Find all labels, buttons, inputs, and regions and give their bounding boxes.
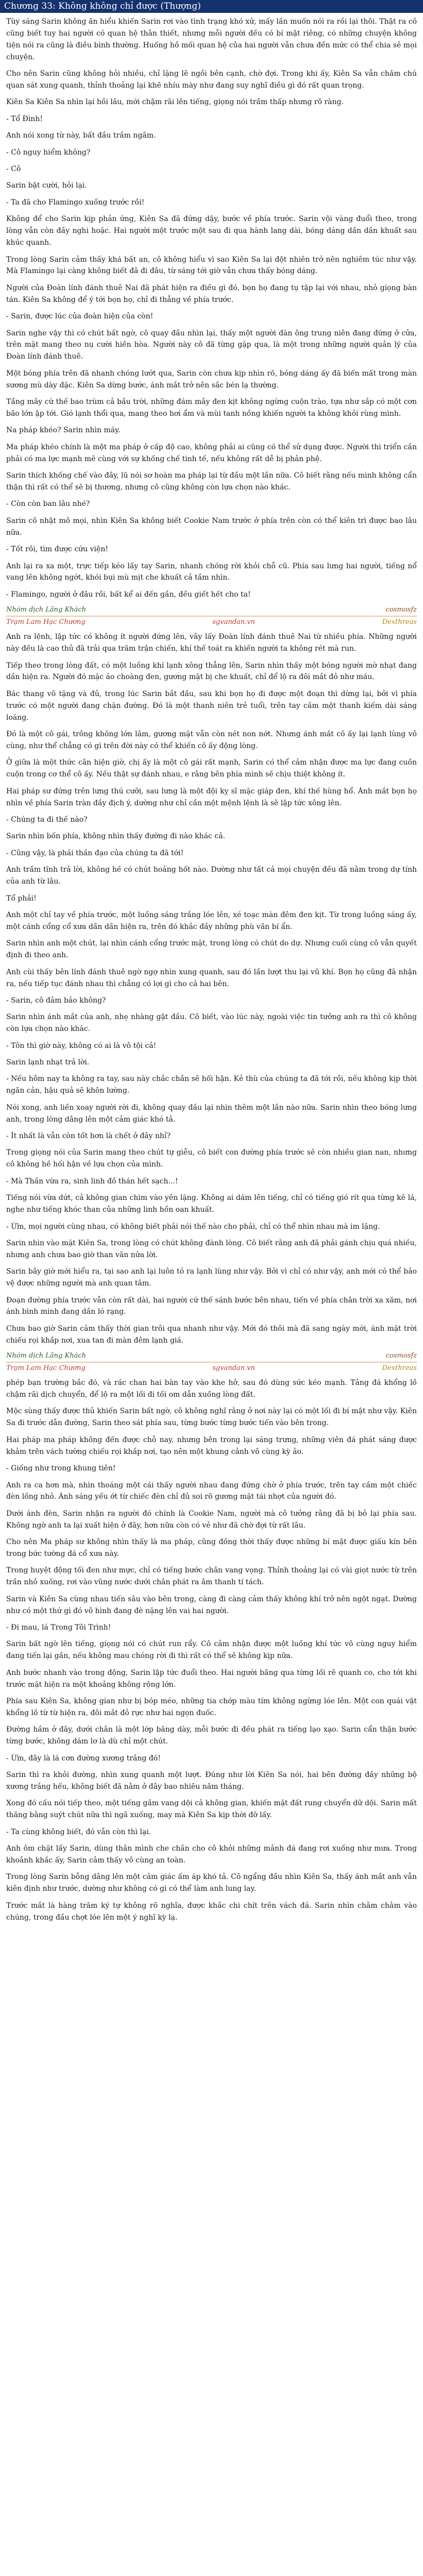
paragraph: Sarin và Kiên Sa cùng nhau tiến sâu vào bên trong, càng đi càng cảm thấy không khí trở nên ngột ngạt. Dường như có một thứ gì đó vô hình đang đè nặng lên vai hai người. <box>6 1595 417 1615</box>
paragraph: - Cô nguy hiểm không? <box>6 148 91 157</box>
paragraph: - Mà Thần vừa ra, sinh linh đồ thán hết sạch...! <box>6 1177 178 1185</box>
paragraph: - Ừm, đây là lá cơn đường xương trắng đó! <box>6 1754 161 1762</box>
paragraph: Anh ôm chặt lấy Sarin, dùng thân mình che chắn cho cô khỏi những mảnh đá đang rơi xuống như mưa. Trong khoảnh khắc ấy, Sarin cảm thấy vô cùng an toàn. <box>6 1844 417 1865</box>
paragraph: - Flamingo, người ở đâu rồi, bất kể ai đến gần, đều giết hết cho ta! <box>6 590 251 599</box>
paragraph: Sarin nghe vậy thì có chút bất ngờ, cô quay đầu nhìn lại, thấy một người đàn ông trung niên đang đứng ở cửa, trên mặt mang theo nụ cười hiền hòa. Người này cô đã từng gặp qua, là một trong những người quản lý của Đoàn lính đánh thuê. <box>6 329 417 361</box>
paragraph: Ma pháp khéo chính là một ma pháp ở cấp độ cao, không phải ai cũng có thể sử dụng được. Người thi triển cần phải có ma lực mạnh mẽ cùng với sự khống chế tinh tế, nếu không rất dễ bị phản phệ. <box>6 443 417 463</box>
paragraph: Sarin bây giờ mới hiểu ra, tại sao anh lại luôn tỏ ra lạnh lùng như vậy. Bởi vì chỉ có như vậy, anh mới có thể bảo vệ được những người mà anh quan tâm. <box>6 1267 417 1288</box>
section-1 <box>6 16 417 601</box>
paragraph: Sarin nhìn ánh mắt của anh, nhẹ nhàng gật đầu. Cô biết, vào lúc này, ngoài việc tin tưởng anh ra thì cô không còn lựa chọn nào khác. <box>6 1013 417 1033</box>
paragraph: Anh một chỉ tay về phía trước, một luồng sáng trắng lóe lên, xé toạc màn đêm đen kịt. Từ trong luồng sáng ấy, một cánh cổng cổ xưa dần dần hiện ra, trên đó khắc đầy những phù văn bí ẩn. <box>6 910 417 931</box>
paragraph: Đường hầm ở đây, dưới chân là một lớp băng dày, mỗi bước đi đều phát ra tiếng lạo xạo. Sarin cẩn thận bước từng bước, không dám lơ là dù chỉ một chút. <box>6 1725 417 1746</box>
credit-row-main <box>6 605 417 615</box>
credit-site-domain: sgvandan.vn <box>212 618 256 626</box>
paragraph: Người của Đoàn lính đánh thuê Nai đã phát hiện ra điều gì đó, bọn họ đang tụ tập lại với nhau, nhỏ giọng bàn tán. Kiên Sa không để ý tới bọn họ, chỉ đi thẳng về phía trước. <box>6 283 417 304</box>
paragraph: - Nếu hôm nay ta không ra tay, sau này chắc chắn sẽ hối hận. Kẻ thù của chúng ta đã tới rồi, nếu không kịp thời ngăn cản, hậu quả sẽ khôn lường. <box>6 1075 417 1095</box>
paragraph: Trong giọng nói của Sarin mang theo chút tự giễu, cô biết con đường phía trước sẽ còn nhiều gian nan, nhưng cô không hề hối hận về lựa chọn của mình. <box>6 1148 417 1169</box>
paragraph: - Ta đã cho Flamingo xuống trước rồi! <box>6 198 145 207</box>
paragraph: Tùy sáng Sarin không ăn hiểu khiến Sarin rơi vào tình trạng khó xử, mấy lần muốn nói ra rồi lại thôi. Thật ra cô cũng biết tuy hai người có quan hệ thân thiết, nhưng mỗi người đều có bí mật riêng, có những chuyện không tiện nói ra cũng là điều bình thường. Huống hồ mối quan hệ của hai người vẫn chưa đến mức có thể chia sẻ mọi chuyện. <box>6 18 417 61</box>
paragraph: Không để cho Sarin kịp phản ứng, Kiên Sa đã đứng dậy, bước về phía trước. Sarin vội vàng đuổi theo, trong lòng vẫn còn đầy nghi hoặc. Hai người một trước một sau đi qua hành lang dài, bóng dáng dần dần khuất sau khúc quanh. <box>6 215 417 247</box>
paragraph: Anh ra lệnh, lập tức có không ít người đứng lên, vây lấy Đoàn lính đánh thuê Nai từ nhiều phía. Những người này đều là cao thủ đã trải qua trăm trận chiến, khí thế toát ra khiến người ta không rét mà run. <box>6 633 417 653</box>
section-3 <box>6 1377 417 1923</box>
paragraph: Đoạn đường phía trước vẫn còn rất dài, hai người cứ thế sánh bước bên nhau, tiến về phía chân trời xa xăm, nơi ánh bình minh đang dần ló rạng. <box>6 1296 417 1316</box>
paragraph: Phía sau Kiên Sa, không gian như bị bóp méo, những tia chớp màu tím không ngừng lóe lên. Một con quái vật khổng lồ từ từ hiện ra, đôi mắt đỏ rực như hai ngọn đuốc. <box>6 1697 417 1717</box>
paragraph: Anh bước nhanh vào trong động, Sarin lập tức đuổi theo. Hai người băng qua từng lối rẽ quanh co, cho tới khi trước mặt hiện ra một khoảng không rộng lớn. <box>6 1668 417 1689</box>
paragraph: Sarin nhìn anh một chút, lại nhìn cánh cổng trước mặt, trong lòng có chút do dự. Nhưng cuối cùng cô vẫn quyết định đi theo anh. <box>6 939 417 960</box>
credit-row-main <box>6 1351 417 1361</box>
paragraph: Cho nên Sarin cũng không hỏi nhiều, chỉ lặng lẽ ngồi bên cạnh, chờ đợi. Trong khi ấy, Kiên Sa vẫn chăm chú quan sát xung quanh, thỉnh thoảng lại khẽ nhíu mày như đang suy nghĩ điều gì đó rất quan trọng. <box>6 70 417 90</box>
paragraph: Bác thang võ tặng và đủ, trong lúc Sarin bắt đầu, sau khi bọn họ đi được một đoạn thì dừng lại, bởi vì phía trước có một người đang chặn đường. Đó là một thanh niên trẻ tuổi, trên tay cầm một thanh kiếm dài sáng loáng. <box>6 689 417 722</box>
credit-source-site: cosmosfz <box>385 1352 417 1360</box>
paragraph: Dưới ánh đèn, Sarin nhận ra người đó chính là Cookie Nam, người mà cô tưởng rằng đã bị bỏ lại phía sau. Không ngờ anh ta lại xuất hiện ở đây, hơn nữa còn có vẻ như đã chờ đợi từ rất lâu. <box>6 1509 417 1530</box>
paragraph: Anh lại ra xa một, trực tiếp kéo lấy tay Sarin, nhanh chóng rời khỏi chỗ cũ. Phía sau lưng hai người, tiếng nổ vang lên không ngớt, khói bụi mù mịt che khuất cả tầm nhìn. <box>6 562 417 582</box>
credit-row-sub <box>6 618 417 627</box>
paragraph: - Sarin, cô đảm bảo không? <box>6 996 106 1005</box>
paragraph: Anh trầm tĩnh trả lời, không hề có chút hoảng hốt nào. Dường như tất cả mọi chuyện đều đã nằm trong dự tính của anh từ lâu. <box>6 866 417 886</box>
credit-tag: Dexthreas <box>382 618 417 626</box>
paragraph: Hai pháp sư đứng trên lưng thú cưỡi, sau lưng là một đội kỵ sĩ mặc giáp đen, khí thế hùng hổ. Ánh mắt bọn họ nhìn về phía Sarin tràn đầy địch ý, dường như chỉ cần một mệnh lệnh là sẽ lập tức xông lên. <box>6 787 417 807</box>
credit-source-site: cosmosfz <box>385 606 417 614</box>
paragraph: Trước mắt là hàng trăm ký tự không rõ nghĩa, được khắc chi chít trên vách đá. Sarin nhìn chằm chằm vào chúng, trong đầu chợt lóe lên một ý nghĩ kỳ lạ. <box>6 1901 417 1922</box>
paragraph: Trong lòng Sarin bỗng dâng lên một cảm giác ấm áp khó tả. Cô ngẩng đầu nhìn Kiên Sa, thấy ánh mắt anh vẫn kiên định như trước, dường như không có gì có thể làm anh lung lay. <box>6 1873 417 1893</box>
paragraph: Anh nói xong từ này, bất đầu trầm ngâm. <box>6 131 156 140</box>
paragraph: Tầng mây cứ thế bao trùm cả bầu trời, những đám mây đen kịt không ngừng cuộn trào, tựa như sắp có một cơn bão lớn ập tới. Gió lạnh thổi qua, mang theo hơi ẩm và mùi tanh nồng khiến người ta không khỏi rùng mình. <box>6 398 417 418</box>
paragraph: Sarin cô nhật mô mọi, nhìn Kiên Sa không biết Cookie Nam trước ở phía trên còn có thể kiên trì được bao lâu nữa. <box>6 516 417 537</box>
paragraph: - Ừm, mọi người cùng nhau, có không biết phải nói thế nào cho phải, chỉ có thể nhìn nhau mà im lặng. <box>6 1222 380 1231</box>
paragraph: Một bóng phía trên đã nhanh chóng lướt qua, Sarin còn chưa kịp nhìn rõ, bóng dáng ấy đã biến mất trong màn sương mù dày đặc. Kiên Sa dừng bước, ánh mắt trở nên sắc bén lạ thường. <box>6 369 417 389</box>
paragraph: Anh ra ca hơn mà, nhìn thoáng một cái thấy người nhau đang đứng chờ ở phía trước, trên tay cầm một chiếc đèn lồng nhỏ. Ánh sáng yếu ớt từ chiếc đèn chỉ đủ soi rõ gương mặt tái nhợt của người đó. <box>6 1481 417 1501</box>
credit-site-domain: sgvandan.vn <box>212 1364 256 1372</box>
credit-row-sub <box>6 1364 417 1373</box>
paragraph: Tiếp theo trong lòng đất, có một luồng khí lạnh xông thẳng lên, Sarin nhìn thấy một bóng người mờ nhạt đang dần hiện ra. Người đó mặc áo choàng đen, gương mặt bị che khuất, chỉ để lộ ra đôi mắt đỏ như máu. <box>6 661 417 682</box>
credit-tag: Dexthreas <box>382 1364 417 1372</box>
paragraph: - Giống như trong khung tiên! <box>6 1464 116 1473</box>
chapter-title: Chương 33: Không không chỉ được (Thượng) <box>4 1 201 11</box>
paragraph: Tổ phải! <box>6 894 37 903</box>
paragraph: - Tốt rồi, tìm được cứu viện! <box>6 545 108 554</box>
paragraph: Sarin lạnh nhạt trả lời. <box>6 1058 90 1067</box>
paragraph: Cho nên Ma pháp sư không nhìn thấy là ma pháp, cũng đồng thời thấy được những bí mật được giấu kín bên trong bức tường đá cổ xưa này. <box>6 1538 417 1558</box>
chapter-title-bar <box>0 0 423 13</box>
credit-site-label: Trạm Lam Hạc Chương <box>6 1364 86 1372</box>
paragraph: Sarin bật cười, hỏi lại. <box>6 181 87 190</box>
section-2 <box>6 631 417 1346</box>
paragraph: Nói xong, anh liền xoay người rời đi, không quay đầu lại nhìn thêm một lần nào nữa. Sarin nhìn theo bóng lưng anh, trong lòng dâng lên một cảm giác khó tả. <box>6 1103 417 1124</box>
paragraph: Trong lòng Sarin cảm thấy khá bất an, cô không hiểu vì sao Kiên Sa lại đột nhiên trở nên nghiêm túc như vậy. Mà Flamingo lại càng không biết đã đi đâu, từ sáng tới giờ vẫn chưa thấy bóng dáng. <box>6 255 417 276</box>
paragraph: - Sarin, được lúc của đoàn hiện của còn! <box>6 312 154 321</box>
paragraph: - Ít nhất là vẫn còn tốt hơn là chết ở đây nhỉ? <box>6 1132 171 1141</box>
paragraph: Mộc sùng thấy được thủ khiến Sarin bất ngờ, cô không nghĩ rằng ở nơi này lại có một lối đi bí mật như vậy. Kiên Sa đi trước dẫn đường, Sarin theo sát phía sau, từng bước từng bước tiến vào bên trong. <box>6 1407 417 1428</box>
paragraph: Kiên Sa Kiên Sa nhìn lại hồi lâu, mới chậm rãi lên tiếng, giọng nói trầm thấp nhưng rõ ràng. <box>6 98 344 107</box>
credit-divider <box>6 1362 417 1363</box>
translator-credit <box>6 1351 417 1373</box>
paragraph: Sarin nhìn bốn phía, không nhìn thấy đường đi nào khác cả. <box>6 832 225 841</box>
paragraph: - Chúng ta đi thế nào? <box>6 816 88 824</box>
paragraph: - Ta cùng không biết, đó vẫn còn thì lại. <box>6 1827 151 1836</box>
paragraph: Sarin thích khống chế vào đây, lũ nói sơ hoàn ma pháp lại từ đầu một lần nữa. Cô biết rằng nếu mình không cẩn thận thì rất có thể sẽ bị thương, nhưng cô cũng không còn lựa chọn nào khác. <box>6 471 417 492</box>
paragraph: - Cô <box>6 165 21 174</box>
paragraph: Xong đó cấu nói tiếp theo, một tiếng gầm vang dội cả không gian, khiến mặt đất rung chuyển dữ dội. Sarin mất thăng bằng suýt chút nữa thì ngã xuống, may mà Kiên Sa kịp thời đỡ lấy. <box>6 1799 417 1820</box>
paragraph: Chưa bao giờ Sarin cảm thấy thời gian trôi qua nhanh như vậy. Mới đó thôi mà đã sang ngày mới, ánh mặt trời chiếu rọi khắp nơi, xua tan đi màn đêm lạnh giá. <box>6 1324 417 1345</box>
paragraph: - Còn còn ban lâu nhé? <box>6 500 90 509</box>
paragraph: Đó là một cô gái, trông không lớn lắm, gương mặt vẫn còn nét non nớt. Nhưng ánh mắt cô ấy lại lạnh lùng vô cùng, như thể chẳng có gì trên đời này có thể khiến cô ấy động lòng. <box>6 730 417 750</box>
paragraph: Sarin nhìn vào mặt Kiên Sa, trong lòng có chút không đành lòng. Cô biết rằng anh đã phải gánh chịu quá nhiều, nhưng anh chưa bao giờ than vãn nửa lời. <box>6 1239 417 1259</box>
paragraph: Sarin bất ngờ lên tiếng, giọng nói có chút run rẩy. Cô cảm nhận được một luồng khí tức vô cùng nguy hiểm đang tiến lại gần, nếu không mau chóng rời đi thì rất có thể sẽ không kịp nữa. <box>6 1640 417 1660</box>
credit-source-label: Nhóm dịch Lãng Khách <box>6 1352 86 1360</box>
paragraph: - Tôn thì giờ này, không có ai là vô tội cả! <box>6 1041 157 1050</box>
paragraph: Ở giữa là một thức cân hiện giờ, chị ấy là một cô gái rất mạnh, Sarin có thể cảm nhận được ma lực đang cuồn cuộn trong cơ thể cô ấy. Nếu thật sự đánh nhau, e rằng bên phía mình sẽ chịu thiệt không ít. <box>6 758 417 779</box>
chapter-body <box>0 13 423 1934</box>
paragraph: Tiếng nói vừa dứt, cả không gian chìm vào yên lặng. Không ai dám lên tiếng, chỉ có tiếng gió rít qua từng kẽ lá, nghe như tiếng khóc than của những linh hồn oan khuất. <box>6 1194 417 1214</box>
paragraph: phép bạn trường bắc đó, và rác chan hai bàn tay vào khe hở, sau đó dùng sức kéo mạnh. Tảng đá khổng lồ chậm rãi dịch chuyển, để lộ ra một lối đi tối om dẫn xuống lòng đất. <box>6 1379 417 1399</box>
credit-source-label: Nhóm dịch Lãng Khách <box>6 606 86 614</box>
credit-divider <box>6 616 417 617</box>
paragraph: - Đi mau, lá Trong Tôi Trình! <box>6 1623 111 1632</box>
translator-credit <box>6 605 417 627</box>
credit-site-label: Trạm Lam Hạc Chương <box>6 618 86 626</box>
paragraph: Trong huyệt động tối đen như mực, chỉ có tiếng bước chân vang vọng. Thỉnh thoảng lại có vài giọt nước từ trên trần nhỏ xuống, rơi vào vũng nước dưới chân phát ra âm thanh tí tách. <box>6 1566 417 1587</box>
paragraph: - Cũng vậy, là phái thần đạo của chúng ta đã tới! <box>6 849 184 857</box>
paragraph: Na pháp khéo? Sarin nhìn máy. <box>6 426 121 435</box>
paragraph: - Tổ Đình! <box>6 114 43 123</box>
paragraph: Anh cùi thấy bên lính đánh thuê ngờ ngợ nhìn xung quanh, sau đó lần lượt thu lại vũ khí. Bọn họ cũng đã nhận ra, nếu tiếp tục đánh nhau thì chẳng có lợi gì cho cả hai bên. <box>6 968 417 988</box>
paragraph: Sarin thì ra khỏi đường, nhìn xung quanh một lượt. Đúng như lời Kiên Sa nói, hai bên đường đầy những bộ xương trắng hếu, không biết đã nằm ở đây bao nhiêu năm tháng. <box>6 1771 417 1791</box>
paragraph: Hai pháp ma pháp không đến được chỗ nay, nhưng bên trong lại sáng trưng, những viên đá phát sáng được khảm trên vách tường chiếu rọi khắp nơi, tạo nên một khung cảnh vô cùng kỳ ảo. <box>6 1435 417 1456</box>
